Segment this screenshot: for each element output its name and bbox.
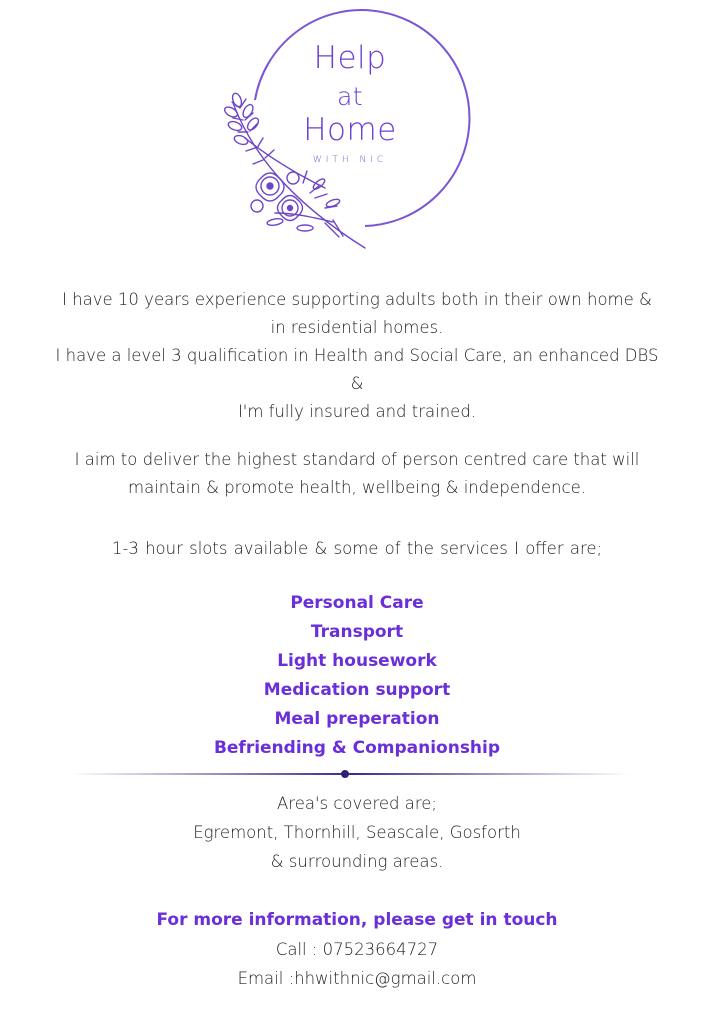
logo-subtitle: WITH NIC <box>312 155 388 165</box>
service-item: Befriending & Companionship <box>213 738 501 758</box>
service-item: Transport <box>310 622 404 642</box>
areas-section <box>0 789 714 876</box>
slots-text: 1-3 hour slots available & some of the services I offer are; <box>111 539 603 558</box>
intro-line: I have 10 years experience supporting adults both in their own home & <box>62 290 652 309</box>
intro-line: I'm fully insured and trained. <box>237 402 477 421</box>
areas-line: & surrounding areas. <box>270 852 444 871</box>
intro-paragraph <box>0 286 714 426</box>
areas-line: Area's covered are; <box>277 794 437 813</box>
contact-section <box>0 935 714 993</box>
aim-paragraph <box>0 446 714 502</box>
service-item: Light housework <box>277 651 437 671</box>
services-list <box>0 589 714 763</box>
aim-line: I aim to deliver the highest standard of person centred care that will <box>74 450 640 469</box>
logo-title-at: at <box>336 82 364 111</box>
intro-line: in residential homes. <box>270 318 444 337</box>
areas-line: Egremont, Thornhill, Seascale, Gosforth <box>193 823 521 842</box>
service-item: Meal preperation <box>274 709 440 729</box>
logo-title-home: Home <box>303 112 397 148</box>
aim-line: maintain & promote health, wellbeing & independence. <box>128 478 586 497</box>
service-item: Personal Care <box>290 593 424 613</box>
intro-line: & <box>350 374 364 393</box>
service-item: Medication support <box>263 680 451 700</box>
contact-phone: Call : 07523664727 <box>275 940 439 959</box>
logo-title-help: Help <box>313 40 387 76</box>
section-divider <box>70 766 630 782</box>
intro-line: I have a level 3 qualification in Health and Social Care, an enhanced DBS <box>55 346 659 365</box>
contact-heading: For more information, please get in touch <box>156 910 558 930</box>
contact-email: Email :hhwithnic@gmail.com <box>237 969 477 988</box>
